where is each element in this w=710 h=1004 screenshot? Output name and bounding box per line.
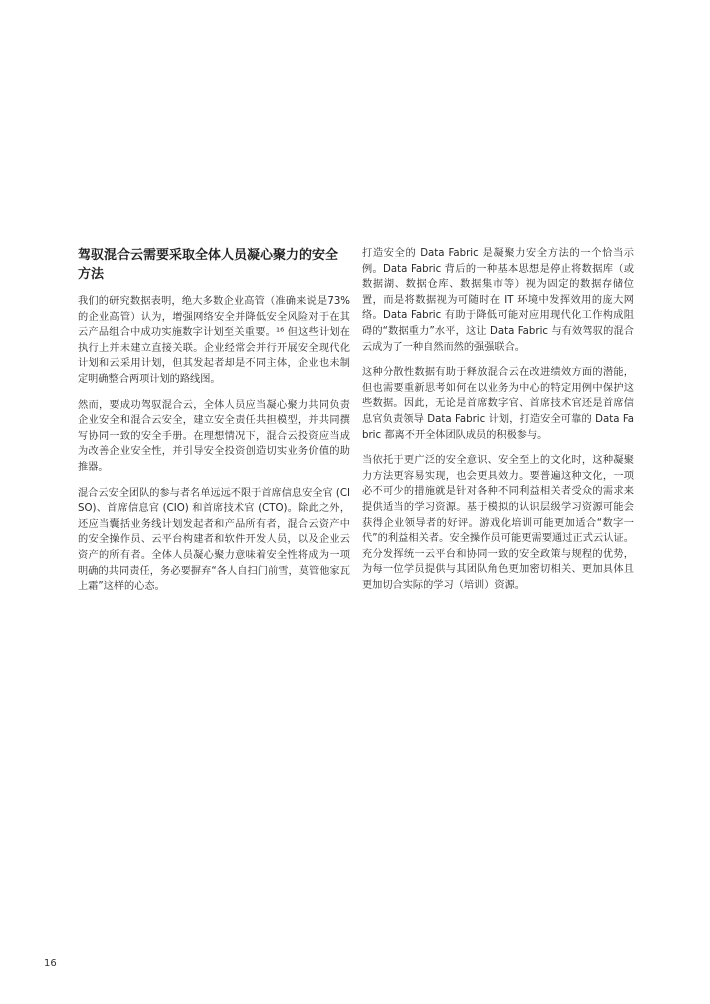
right-paragraph-1: 打造安全的 Data Fabric 是凝聚力安全方法的一个恰当示例。Data Fabric 背后的一种基本思想是停止将数据库（或数据湖、数据仓库、数据集市等）视为固定的数据存储位置，而是将数据视为可随时在 IT 环境中发挥效用的庞大网络。Data Fabric 有助于降低可能对应用现代化工作构成阻碍的“数据重力”水平，这让 Data Fabric 与有效驾驭的混合云成为了一种自然而然的强强联合。 bbox=[362, 248, 634, 353]
page-number: 16 bbox=[44, 958, 57, 969]
section-heading: 驾驭混合云需要采取全体人员凝心聚力的安全方法 bbox=[78, 248, 339, 282]
right-paragraph-2: 这种分散性数据有助于释放混合云在改进绩效方面的潜能，但也需要重新思考如何在以业务为中心的特定用例中保护这些数据。因此，无论是首席数字官、首席技术官还是首席信息官负责领导 Data Fabric 计划，打造安全可靠的 Data Fabric 都离不开全体团队成员的积极参与。 bbox=[362, 367, 634, 441]
right-column bbox=[362, 246, 634, 603]
left-paragraph-3: 混合云安全团队的参与者名单远远不限于首席信息安全官 (CISO)、首席信息官 (CIO) 和首席技术官 (CTO)。除此之外，还应当囊括业务线计划发起者和产品所有者，混合云资产中的安全操作员、云平台构建者和软件开发人员，以及企业云资产的所有者。全体人员凝心聚力意味着安全性将成为一项明确的共同责任，务必要摒弃“各人自扫门前雪，莫管他家瓦上霜”这样的心态。 bbox=[78, 487, 351, 593]
right-paragraph-3: 当依托于更广泛的安全意识、安全至上的文化时，这种凝聚力方法更容易实现，也会更具效力。要普遍这种文化，一项必不可少的措施就是针对各种不同利益相关者受众的需求来提供适当的学习资源。基于模拟的认识层级学习资源可能会获得企业领导者的好评。游戏化培训可能更加适合“数字一代”的利益相关者。安全操作员可能更需要通过正式云认证。充分发挥统一云平台和协同一致的安全政策与规程的优势，为每一位学员提供与其团队角色更加密切相关、更加具体且更加切合实际的学习（培训）资源。 bbox=[362, 455, 634, 591]
left-paragraph-1: 我们的研究数据表明，绝大多数企业高管（准确来说是73% 的企业高管）认为，增强网络安全并降低安全风险对于在其云产品组合中成功实施数字计划至关重要。¹⁶ 但这些计划在执行上并未建立直接关联。企业经常会并行开展安全现代化计划和云采用计划，但其发起者却是不同主体，企业也未制定明确整合两项计划的路线图。 bbox=[78, 296, 350, 385]
left-paragraph-2: 然而，要成功驾驭混合云，全体人员应当凝心聚力共同负责企业安全和混合云安全，建立安全责任共担模型，并共同撰写协同一致的安全手册。在理想情况下，混合云投资应当成为改善企业安全性，并引导安全投资创造切实业务价值的助推器。 bbox=[78, 399, 350, 473]
left-column bbox=[78, 246, 350, 605]
